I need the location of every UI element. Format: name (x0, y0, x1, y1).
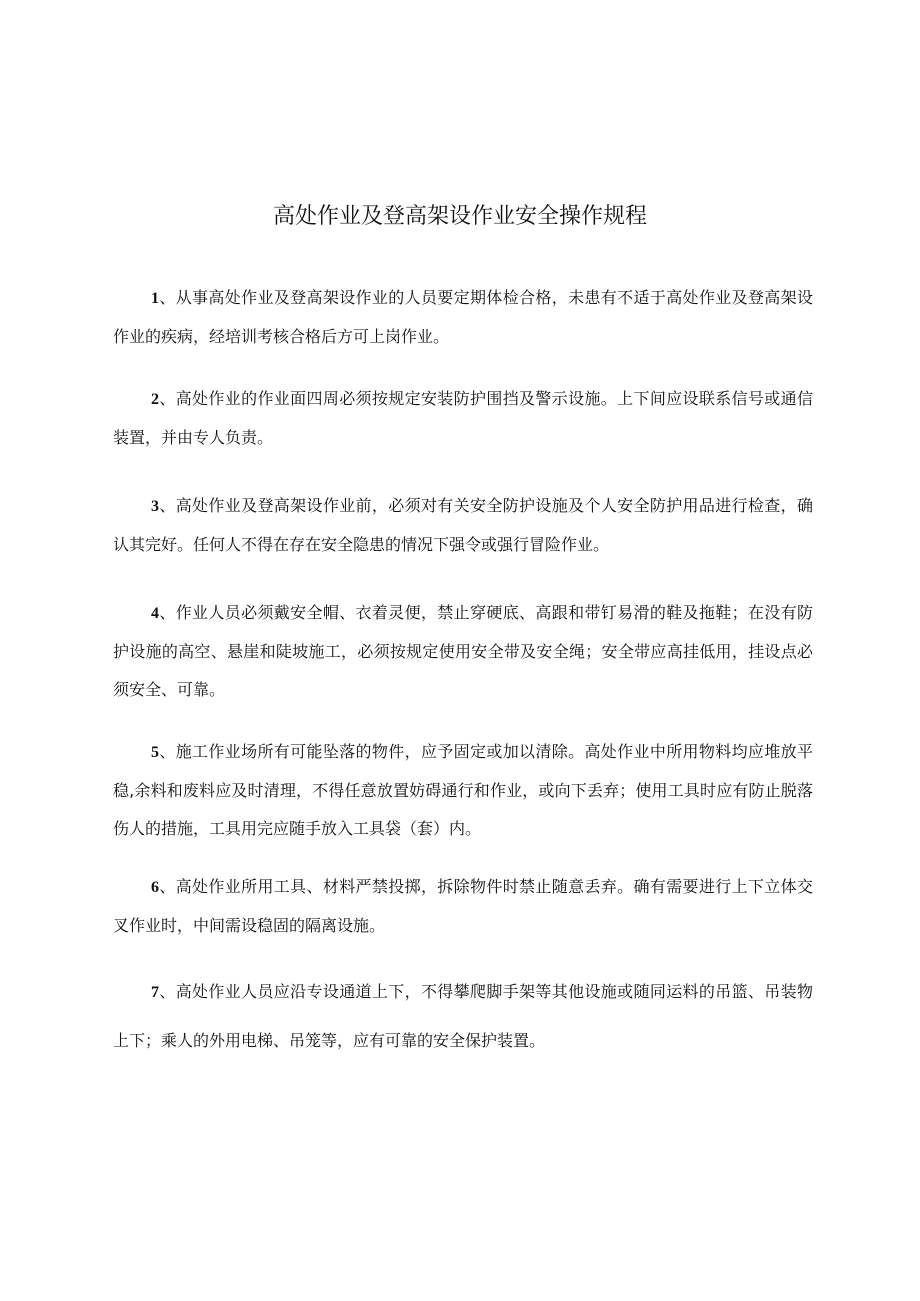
clause-6 (113, 868, 813, 945)
clause-text: 、高处作业所用工具、材料严禁投掷，拆除物件时禁止随意丢弃。确有需要进行上下立体交叉作业时，中间需设稳固的隔离设施。 (113, 877, 813, 935)
clause-number: 2 (151, 391, 159, 408)
clause-number: 4 (151, 605, 159, 622)
clause-1 (113, 279, 813, 356)
clause-number: 7 (151, 984, 159, 1001)
clause-text: 、从事高处作业及登高架设作业的人员要定期体检合格，未患有不适于高处作业及登高架设作业的疾病，经培训考核合格后方可上岗作业。 (113, 288, 813, 346)
clause-2 (113, 380, 813, 457)
document-title: 高处作业及登高架设作业安全操作规程 (272, 204, 647, 229)
clause-text: 、施工作业场所有可能坠落的物件，应予固定或加以清除。高处作业中所用物料均应堆放平稳,余料和废料应及时清理，不得任意放置妨碍通行和作业，或向下丢弃；使用工具时应有防止脱落伤人的措施，工具用完应随手放入工具袋（套）内。 (113, 742, 813, 838)
clause-text: 、作业人员必须戴安全帽、衣着灵便，禁止穿硬底、高跟和带钉易滑的鞋及拖鞋；在没有防护设施的高空、悬崖和陡坡施工，必须按规定使用安全带及安全绳；安全带应高挂低用，挂设点必须安全、可靠。 (113, 603, 813, 699)
clause-number: 5 (151, 744, 159, 761)
clause-7 (113, 968, 813, 1065)
clause-5 (113, 733, 813, 848)
clause-4 (113, 594, 813, 709)
clause-text: 、高处作业人员应沿专设通道上下，不得攀爬脚手架等其他设施或随同运料的吊篮、吊装物上下；乘人的外用电梯、吊笼等，应有可靠的安全保护装置。 (113, 982, 813, 1050)
clause-number: 6 (151, 879, 159, 896)
clause-text: 、高处作业及登高架设作业前，必须对有关安全防护设施及个人安全防护用品进行检查，确认其完好。任何人不得在存在安全隐患的情况下强令或强行冒险作业。 (113, 496, 813, 554)
clause-number: 1 (151, 290, 159, 307)
clause-number: 3 (151, 498, 159, 515)
clause-text: 、高处作业的作业面四周必须按规定安装防护围挡及警示设施。上下间应设联系信号或通信装置，并由专人负责。 (113, 389, 813, 447)
clause-3 (113, 487, 813, 564)
